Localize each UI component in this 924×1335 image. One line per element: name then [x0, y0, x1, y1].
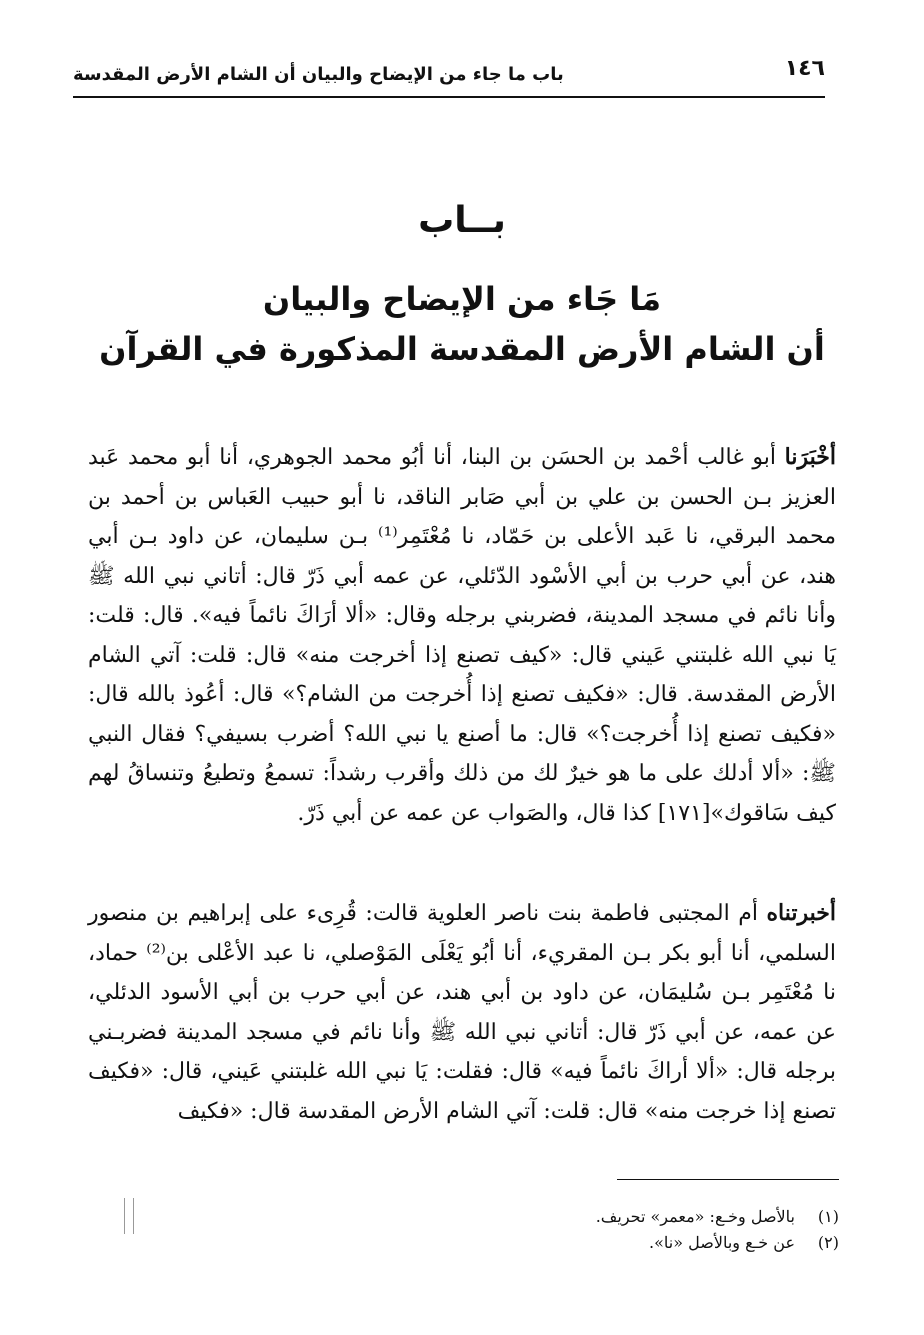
paragraph-body: أم المجتبى فاطمة بنت ناصر العلوية قالت: قُرِىء على إبراهيم بن منصور السلمي، أنا أبو بكر بـن المقريء، أنا أبُو يَعْلَى المَوْصلي، نا عبد الأعْلى بن⁽²⁾ حماد، نا مُعْتَمِر بـن سُليمَان، عن داود بن أبي هند، عن أبي حرب بن أبي الأسود الدئلي، عن عمه، عن أبي ذَرّ قال: أتاني نبي الله ﷺ وأنا نائم في مسجد المدينة فضربـني برجله قال: «ألا أراكَ نائماً فيه» قال: فقلت: يَا نبي الله غلبتني عَيني، قال: «فكيف تصنع إذا خرجت منه» قال: قلت: آتي الشام الأرض المقدسة قال: «فكيف — [88, 901, 836, 1124]
footnote-2 — [239, 1230, 839, 1256]
footnotes — [239, 1204, 839, 1256]
hadith-paragraph-1 — [88, 438, 836, 833]
footnote-number: (٢) — [817, 1233, 839, 1252]
footnote-text: بالأصل وخـع: «معمر» تحريف. — [595, 1207, 795, 1226]
chapter-title-line-1: مَا جَاء من الإيضاح والبيان — [262, 280, 662, 318]
paragraph-lead-word: أخبرتناه — [766, 900, 836, 926]
hadith-paragraph-2 — [88, 894, 836, 1131]
chapter-title-line-2: أن الشام الأرض المقدسة المذكورة في القرآن — [99, 330, 825, 368]
footnote-1 — [239, 1204, 839, 1230]
running-title: باب ما جاء من الإيضاح والبيان أن الشام الأرض المقدسة — [73, 64, 564, 85]
footnote-number: (١) — [817, 1207, 839, 1226]
paragraph-lead-word: أخْبَرَنا — [784, 444, 836, 470]
margin-mark — [124, 1198, 134, 1234]
page-number: ١٤٦ — [784, 56, 825, 81]
footnote-divider — [617, 1179, 839, 1180]
paragraph-body: أبو غالب أحْمد بن الحسَن بن البنا، أنا أبُو محمد الجوهري، أنا أبو محمد عَبد العزيز بـن الحسن بن علي بن أبي صَابر الناقد، نا أبو حبيب العَباس بن أحمد بن محمد البرقي، نا عَبد الأعلى بن حَمّاد، نا مُعْتَمِر⁽¹⁾ بـن سليمان، عن داود بـن أبي هند، عن أبي حرب بن أبي الأسْود الدّئلي، عن عمه أبي ذَرّ قال: أتاني نبي الله ﷺ وأنا نائم في مسجد المدينة، فضربني برجله وقال: «ألا أرَاكَ نائماً فيه». قال: قلت: يَا نبي الله غلبتني عَيني قال: «كيف تصنع إذا أخرجت منه» قال: قلت: آتي الشام الأرض المقدسة. قال: «فكيف تصنع إذا أُخرجت من الشام؟» قال: أعُوذ بالله قال: «فكيف تصنع إذا أُخرجت؟» قال: ما أصنع يا نبي الله؟ أضرب بسيفي؟ فقال النبي ﷺ: «ألا أدلك على ما هو خيرٌ لك من ذلك وأقرب رشداً: تسمعُ وتطيعُ وتنساقُ لهم كيف سَاقوك»[١٧١] كذا قال، والصَواب عن عمه عن أبي ذَرّ. — [88, 445, 837, 826]
footnote-text: عن خـع وبالأصل «نا». — [649, 1233, 795, 1252]
running-header — [73, 52, 825, 98]
chapter-label: بــاب — [418, 200, 506, 241]
